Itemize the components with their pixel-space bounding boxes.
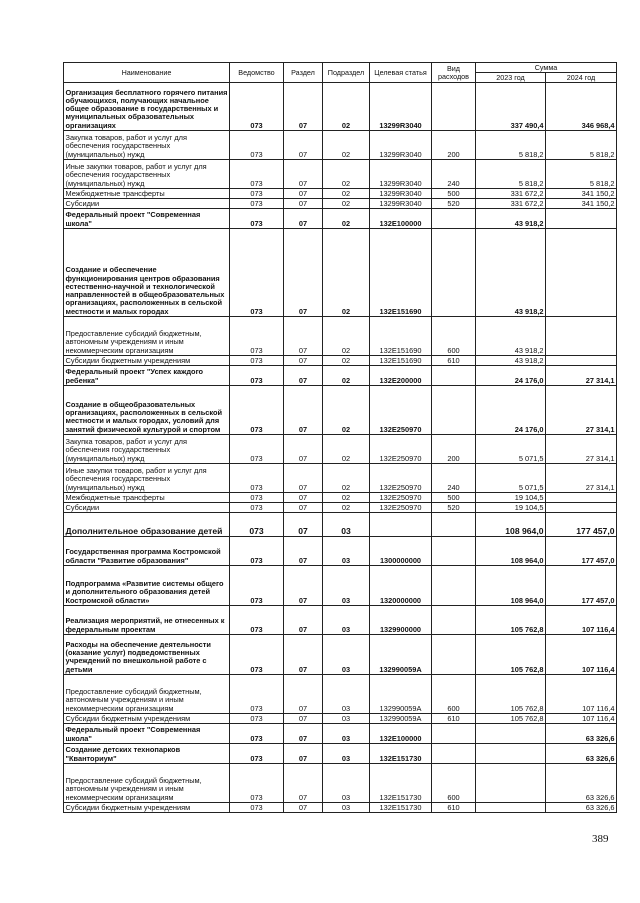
cell-razdel: 07 — [284, 229, 323, 317]
cell-sum-2024: 107 116,4 — [546, 714, 617, 724]
cell-razdel: 07 — [284, 131, 323, 160]
cell-name: Реализация мероприятий, не отнесенных к федеральным проектам — [64, 606, 230, 635]
cell-sum-2023 — [476, 803, 546, 813]
cell-sum-2023: 5 818,2 — [476, 131, 546, 160]
cell-statya: 13299R3040 — [370, 189, 432, 199]
cell-razdel: 07 — [284, 366, 323, 386]
cell-vedomstvo: 073 — [230, 744, 284, 764]
cell-vedomstvo: 073 — [230, 83, 284, 131]
table-row — [64, 229, 617, 317]
cell-vedomstvo: 073 — [230, 566, 284, 606]
cell-razdel: 07 — [284, 317, 323, 356]
cell-podrazdel: 02 — [323, 160, 370, 189]
table-row — [64, 566, 617, 606]
cell-razdel: 07 — [284, 503, 323, 513]
header-year-2023: 2023 год — [476, 73, 546, 83]
cell-sum-2024: 63 326,6 — [546, 803, 617, 813]
cell-sum-2024: 177 457,0 — [546, 566, 617, 606]
cell-podrazdel: 03 — [323, 606, 370, 635]
cell-name: Субсидии бюджетным учреждениям — [64, 803, 230, 813]
table-row — [64, 356, 617, 366]
cell-podrazdel: 03 — [323, 537, 370, 566]
cell-razdel: 07 — [284, 386, 323, 435]
cell-vid — [432, 537, 476, 566]
cell-sum-2023: 24 176,0 — [476, 386, 546, 435]
cell-vedomstvo: 073 — [230, 209, 284, 229]
cell-razdel: 07 — [284, 744, 323, 764]
cell-sum-2023: 24 176,0 — [476, 366, 546, 386]
cell-sum-2023: 5 818,2 — [476, 160, 546, 189]
cell-statya: 132990059А — [370, 714, 432, 724]
cell-sum-2023: 43 918,2 — [476, 317, 546, 356]
cell-sum-2024 — [546, 493, 617, 503]
cell-vedomstvo: 073 — [230, 714, 284, 724]
table-row — [64, 366, 617, 386]
cell-vedomstvo: 073 — [230, 764, 284, 803]
cell-statya: 1320000000 — [370, 566, 432, 606]
cell-vid — [432, 386, 476, 435]
cell-vid: 600 — [432, 317, 476, 356]
cell-sum-2024: 107 116,4 — [546, 635, 617, 675]
cell-statya: 132E100000 — [370, 209, 432, 229]
cell-statya: 132E250970 — [370, 493, 432, 503]
cell-name: Подпрограмма «Развитие системы общего и дополнительного образования детей Костромской области» — [64, 566, 230, 606]
cell-razdel: 07 — [284, 189, 323, 199]
table-row — [64, 493, 617, 503]
cell-razdel: 07 — [284, 803, 323, 813]
cell-statya: 132E151690 — [370, 229, 432, 317]
cell-name: Предоставление субсидий бюджетным, автономным учреждениям и иным некоммерческим организациям — [64, 317, 230, 356]
cell-sum-2023: 19 104,5 — [476, 503, 546, 513]
cell-statya: 13299R3040 — [370, 83, 432, 131]
cell-name: Иные закупки товаров, работ и услуг для обеспечения государственных (муниципальных) нужд — [64, 464, 230, 493]
table-row — [64, 464, 617, 493]
cell-podrazdel: 03 — [323, 744, 370, 764]
cell-vid: 240 — [432, 464, 476, 493]
cell-razdel: 07 — [284, 724, 323, 744]
cell-sum-2024: 346 968,4 — [546, 83, 617, 131]
cell-vid — [432, 366, 476, 386]
cell-podrazdel: 03 — [323, 675, 370, 714]
cell-vedomstvo: 073 — [230, 317, 284, 356]
cell-name: Создание в общеобразовательных организациях, расположенных в сельской местности и малых городах, условий для занятий физической культурой и спортом — [64, 386, 230, 435]
header-year-2024: 2024 год — [546, 73, 617, 83]
table-row — [64, 606, 617, 635]
cell-name: Предоставление субсидий бюджетным, автономным учреждениям и иным некоммерческим организациям — [64, 675, 230, 714]
cell-name: Организация бесплатного горячего питания обучающихся, получающих начальное общее образование в государственных и муниципальных образовательных организациях — [64, 83, 230, 131]
cell-sum-2023: 108 964,0 — [476, 513, 546, 537]
cell-vedomstvo: 073 — [230, 131, 284, 160]
cell-vedomstvo: 073 — [230, 464, 284, 493]
cell-podrazdel: 02 — [323, 199, 370, 209]
cell-razdel: 07 — [284, 493, 323, 503]
cell-sum-2024 — [546, 317, 617, 356]
cell-sum-2023 — [476, 764, 546, 803]
cell-razdel: 07 — [284, 199, 323, 209]
cell-vid: 500 — [432, 189, 476, 199]
cell-sum-2024 — [546, 503, 617, 513]
cell-name: Федеральный проект "Успех каждого ребенка" — [64, 366, 230, 386]
cell-name: Государственная программа Костромской области "Развитие образования" — [64, 537, 230, 566]
cell-sum-2023: 331 672,2 — [476, 189, 546, 199]
cell-sum-2023: 43 918,2 — [476, 229, 546, 317]
cell-vedomstvo: 073 — [230, 675, 284, 714]
cell-name: Расходы на обеспечение деятельности (оказание услуг) подведомственных учреждений по внешкольной работе с детьми — [64, 635, 230, 675]
cell-podrazdel: 02 — [323, 209, 370, 229]
cell-sum-2023: 105 762,8 — [476, 635, 546, 675]
cell-statya: 132E250970 — [370, 464, 432, 493]
cell-name: Субсидии бюджетным учреждениям — [64, 356, 230, 366]
cell-vid: 600 — [432, 764, 476, 803]
cell-vid: 200 — [432, 435, 476, 464]
cell-statya: 132E151730 — [370, 744, 432, 764]
cell-vedomstvo: 073 — [230, 386, 284, 435]
cell-podrazdel: 03 — [323, 566, 370, 606]
cell-podrazdel: 03 — [323, 803, 370, 813]
cell-sum-2024: 107 116,4 — [546, 675, 617, 714]
cell-razdel: 07 — [284, 764, 323, 803]
budget-table — [63, 62, 617, 813]
cell-vedomstvo: 073 — [230, 606, 284, 635]
page-number: 389 — [592, 833, 609, 845]
cell-statya: 1329900000 — [370, 606, 432, 635]
table-row — [64, 131, 617, 160]
cell-sum-2024: 5 818,2 — [546, 131, 617, 160]
cell-podrazdel: 02 — [323, 493, 370, 503]
table-row — [64, 189, 617, 199]
cell-statya: 132E151730 — [370, 803, 432, 813]
cell-sum-2024: 107 116,4 — [546, 606, 617, 635]
cell-vedomstvo: 073 — [230, 160, 284, 189]
cell-statya: 13299R3040 — [370, 199, 432, 209]
cell-vid — [432, 635, 476, 675]
cell-name: Закупка товаров, работ и услуг для обеспечения государственных (муниципальных) нужд — [64, 435, 230, 464]
cell-vedomstvo: 073 — [230, 189, 284, 199]
cell-sum-2023: 43 918,2 — [476, 356, 546, 366]
cell-vid: 200 — [432, 131, 476, 160]
cell-sum-2024: 341 150,2 — [546, 189, 617, 199]
cell-sum-2023: 19 104,5 — [476, 493, 546, 503]
cell-podrazdel: 02 — [323, 356, 370, 366]
cell-name: Федеральный проект "Современная школа" — [64, 209, 230, 229]
cell-podrazdel: 02 — [323, 229, 370, 317]
table-row — [64, 83, 617, 131]
cell-vedomstvo: 073 — [230, 356, 284, 366]
cell-podrazdel: 03 — [323, 724, 370, 744]
cell-sum-2024: 27 314,1 — [546, 366, 617, 386]
cell-sum-2023: 105 762,8 — [476, 714, 546, 724]
cell-vid — [432, 229, 476, 317]
cell-podrazdel: 03 — [323, 714, 370, 724]
cell-sum-2023: 105 762,8 — [476, 675, 546, 714]
cell-vedomstvo: 073 — [230, 503, 284, 513]
table-row — [64, 537, 617, 566]
cell-razdel: 07 — [284, 566, 323, 606]
header-vedomstvo: Ведомство — [230, 63, 284, 83]
table-row — [64, 503, 617, 513]
cell-vid: 610 — [432, 714, 476, 724]
cell-sum-2023 — [476, 724, 546, 744]
cell-vid — [432, 744, 476, 764]
cell-statya: 132990059А — [370, 675, 432, 714]
cell-name: Субсидии бюджетным учреждениям — [64, 714, 230, 724]
header-name: Наименование — [64, 63, 230, 83]
cell-podrazdel: 02 — [323, 83, 370, 131]
cell-vid — [432, 606, 476, 635]
table-row — [64, 317, 617, 356]
cell-statya: 132E250970 — [370, 435, 432, 464]
cell-podrazdel: 02 — [323, 317, 370, 356]
cell-sum-2024: 177 457,0 — [546, 537, 617, 566]
cell-sum-2024 — [546, 229, 617, 317]
cell-sum-2023 — [476, 744, 546, 764]
header-podrazdel: Подраздел — [323, 63, 370, 83]
header-statya: Целевая статья — [370, 63, 432, 83]
header-summa: Сумма — [476, 63, 617, 73]
cell-podrazdel: 03 — [323, 513, 370, 537]
cell-razdel: 07 — [284, 537, 323, 566]
cell-vid: 520 — [432, 503, 476, 513]
table-row — [64, 724, 617, 744]
cell-name: Межбюджетные трансферты — [64, 189, 230, 199]
cell-name: Создание детских технопарков "Кванториум" — [64, 744, 230, 764]
cell-podrazdel: 02 — [323, 386, 370, 435]
cell-razdel: 07 — [284, 513, 323, 537]
cell-sum-2024: 177 457,0 — [546, 513, 617, 537]
cell-vid: 610 — [432, 356, 476, 366]
cell-podrazdel: 02 — [323, 503, 370, 513]
table-row — [64, 803, 617, 813]
table-body — [64, 83, 617, 813]
cell-sum-2024 — [546, 356, 617, 366]
table-row — [64, 675, 617, 714]
header-razdel: Раздел — [284, 63, 323, 83]
cell-statya: 132E250970 — [370, 503, 432, 513]
cell-sum-2024: 27 314,1 — [546, 435, 617, 464]
cell-sum-2023: 43 918,2 — [476, 209, 546, 229]
cell-vedomstvo: 073 — [230, 229, 284, 317]
cell-sum-2024 — [546, 209, 617, 229]
table-row — [64, 386, 617, 435]
cell-statya: 132990059А — [370, 635, 432, 675]
table-header — [64, 63, 617, 83]
cell-podrazdel: 02 — [323, 131, 370, 160]
cell-statya: 132E151690 — [370, 356, 432, 366]
cell-sum-2023: 108 964,0 — [476, 537, 546, 566]
cell-vedomstvo: 073 — [230, 635, 284, 675]
cell-vid: 500 — [432, 493, 476, 503]
cell-razdel: 07 — [284, 83, 323, 131]
cell-razdel: 07 — [284, 435, 323, 464]
cell-sum-2023: 331 672,2 — [476, 199, 546, 209]
cell-vid — [432, 513, 476, 537]
table-row — [64, 714, 617, 724]
cell-podrazdel: 02 — [323, 366, 370, 386]
cell-razdel: 07 — [284, 635, 323, 675]
cell-vid: 610 — [432, 803, 476, 813]
cell-vid — [432, 724, 476, 744]
cell-razdel: 07 — [284, 714, 323, 724]
cell-sum-2024: 5 818,2 — [546, 160, 617, 189]
cell-sum-2023: 108 964,0 — [476, 566, 546, 606]
cell-razdel: 07 — [284, 160, 323, 189]
cell-vid — [432, 83, 476, 131]
table-row — [64, 209, 617, 229]
cell-sum-2023: 337 490,4 — [476, 83, 546, 131]
table-row — [64, 635, 617, 675]
cell-name: Субсидии — [64, 503, 230, 513]
cell-sum-2023: 5 071,5 — [476, 435, 546, 464]
cell-sum-2024: 63 326,6 — [546, 724, 617, 744]
cell-vid — [432, 566, 476, 606]
cell-vid: 600 — [432, 675, 476, 714]
cell-statya: 132E250970 — [370, 386, 432, 435]
cell-vid: 240 — [432, 160, 476, 189]
table-row — [64, 744, 617, 764]
cell-podrazdel: 02 — [323, 189, 370, 199]
table-row — [64, 764, 617, 803]
cell-name: Иные закупки товаров, работ и услуг для обеспечения государственных (муниципальных) нужд — [64, 160, 230, 189]
table-row — [64, 435, 617, 464]
cell-statya: 132E151730 — [370, 764, 432, 803]
cell-sum-2024: 63 326,6 — [546, 764, 617, 803]
cell-statya — [370, 513, 432, 537]
cell-sum-2024: 27 314,1 — [546, 464, 617, 493]
cell-sum-2023: 105 762,8 — [476, 606, 546, 635]
cell-vid: 520 — [432, 199, 476, 209]
cell-name: Предоставление субсидий бюджетным, автономным учреждениям и иным некоммерческим организациям — [64, 764, 230, 803]
cell-vedomstvo: 073 — [230, 803, 284, 813]
table-row — [64, 199, 617, 209]
cell-vedomstvo: 073 — [230, 366, 284, 386]
cell-sum-2024: 341 150,2 — [546, 199, 617, 209]
cell-podrazdel: 03 — [323, 764, 370, 803]
cell-statya: 132E200000 — [370, 366, 432, 386]
cell-vedomstvo: 073 — [230, 513, 284, 537]
cell-statya: 13299R3040 — [370, 160, 432, 189]
cell-podrazdel: 03 — [323, 635, 370, 675]
cell-razdel: 07 — [284, 675, 323, 714]
cell-vedomstvo: 073 — [230, 537, 284, 566]
cell-statya: 132E151690 — [370, 317, 432, 356]
cell-vedomstvo: 073 — [230, 493, 284, 503]
cell-podrazdel: 02 — [323, 464, 370, 493]
cell-razdel: 07 — [284, 356, 323, 366]
cell-sum-2024: 63 326,6 — [546, 744, 617, 764]
header-vid: Вид расходов — [432, 63, 476, 83]
table-row — [64, 160, 617, 189]
cell-name: Субсидии — [64, 199, 230, 209]
cell-vedomstvo: 073 — [230, 724, 284, 744]
cell-vid — [432, 209, 476, 229]
cell-sum-2024: 27 314,1 — [546, 386, 617, 435]
cell-name: Межбюджетные трансферты — [64, 493, 230, 503]
cell-razdel: 07 — [284, 209, 323, 229]
cell-statya: 13299R3040 — [370, 131, 432, 160]
cell-podrazdel: 02 — [323, 435, 370, 464]
cell-statya: 132E100000 — [370, 724, 432, 744]
cell-name: Федеральный проект "Современная школа" — [64, 724, 230, 744]
cell-vedomstvo: 073 — [230, 199, 284, 209]
cell-sum-2023: 5 071,5 — [476, 464, 546, 493]
cell-name: Дополнительное образование детей — [64, 513, 230, 537]
table-row — [64, 513, 617, 537]
cell-razdel: 07 — [284, 606, 323, 635]
cell-name: Закупка товаров, работ и услуг для обеспечения государственных (муниципальных) нужд — [64, 131, 230, 160]
cell-vedomstvo: 073 — [230, 435, 284, 464]
cell-statya: 1300000000 — [370, 537, 432, 566]
cell-razdel: 07 — [284, 464, 323, 493]
cell-name: Создание и обеспечение функционирования центров образования естественно-научной и технологической направленностей в общеобразовательных организациях, расположенных в сельской местности и малых городах — [64, 229, 230, 317]
